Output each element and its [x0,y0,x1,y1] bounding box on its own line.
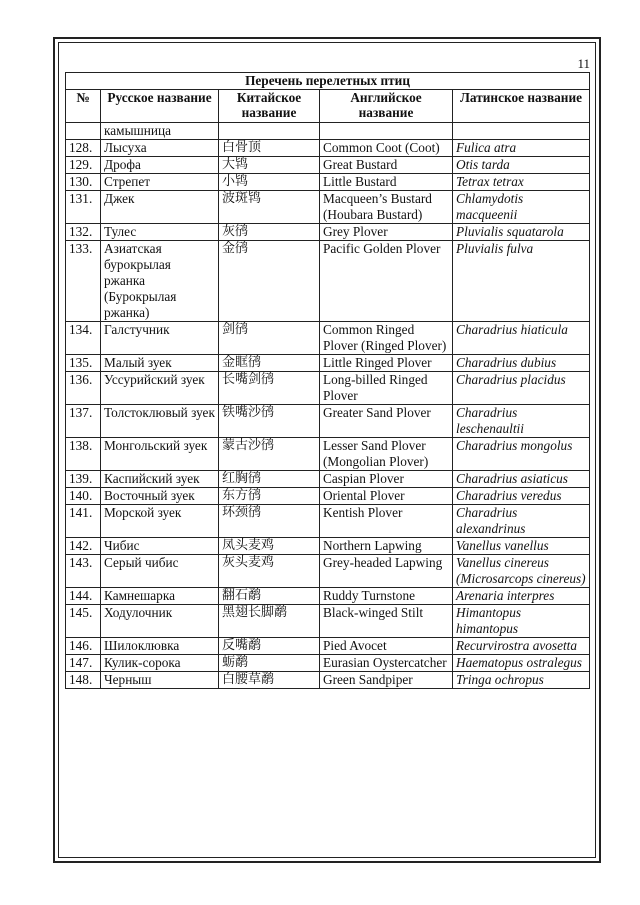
header-number: № [66,90,101,123]
cell-number: 147. [66,655,101,672]
cell-russian: Морской зуек [101,505,219,538]
page-number: 11 [577,56,590,71]
cell-english: Lesser Sand Plover (Mongolian Plover) [320,438,453,471]
cell-english: Black-winged Stilt [320,605,453,638]
cell-number: 148. [66,672,101,689]
cell-english: Green Sandpiper [320,672,453,689]
cell-russian: Толстоклювый зуек [101,405,219,438]
table-row [66,488,590,505]
cell-number: 133. [66,241,101,322]
cell-latin: Otis tarda [453,157,590,174]
cell-russian: Стрепет [101,174,219,191]
table-row [66,372,590,405]
cell-latin: Charadrius placidus [453,372,590,405]
cell-chinese: 铁嘴沙鸻 [219,405,320,438]
cell-english: Ruddy Turnstone [320,588,453,605]
cell-latin: Charadrius mongolus [453,438,590,471]
cell-number: 129. [66,157,101,174]
cell-number: 137. [66,405,101,438]
cell-latin: Chlamydotis macqueenii [453,191,590,224]
cell-number: 134. [66,322,101,355]
cell-latin: Himantopus himantopus [453,605,590,638]
cell-chinese: 黑翅长脚鹬 [219,605,320,638]
cell-chinese: 蒙古沙鸻 [219,438,320,471]
table-row [66,241,590,322]
cell-latin: Pluvialis squatarola [453,224,590,241]
cell-number: 143. [66,555,101,588]
header-english-name: Английское название [320,90,453,123]
cell-chinese: 灰头麦鸡 [219,555,320,588]
cell-latin: Tetrax tetrax [453,174,590,191]
cell-number: 144. [66,588,101,605]
cell-number: 128. [66,140,101,157]
cell-latin: Charadrius hiaticula [453,322,590,355]
cell-number: 141. [66,505,101,538]
cell-english: Grey-headed Lapwing [320,555,453,588]
cell-latin: Charadrius veredus [453,488,590,505]
cell-number: 145. [66,605,101,638]
continuation-row [66,123,590,140]
table-row [66,471,590,488]
cell-chinese: 蛎鹬 [219,655,320,672]
cell-chinese: 灰鸻 [219,224,320,241]
cell-english: Northern Lapwing [320,538,453,555]
cell-russian: Джек [101,191,219,224]
cell-number: 146. [66,638,101,655]
cell-latin: Vanellus vanellus [453,538,590,555]
table-row [66,605,590,638]
cell-russian: Камнешарка [101,588,219,605]
cell-russian: Галстучник [101,322,219,355]
table-title: Перечень перелетных птиц [66,73,590,90]
cell-chinese: 环颈鸻 [219,505,320,538]
cell-english: Oriental Plover [320,488,453,505]
cell-english: Common Ringed Plover (Ringed Plover) [320,322,453,355]
cell-chinese: 凤头麦鸡 [219,538,320,555]
cell-english: Great Bustard [320,157,453,174]
cell-latin: Charadrius dubius [453,355,590,372]
cell-chinese [219,123,320,140]
table-row [66,672,590,689]
cell-chinese: 小鸨 [219,174,320,191]
cell-chinese: 长嘴剑鸻 [219,372,320,405]
cell-latin: Recurvirostra avosetta [453,638,590,655]
cell-english [320,123,453,140]
cell-chinese: 红胸鸻 [219,471,320,488]
cell-number: 138. [66,438,101,471]
migratory-birds-table [65,72,590,689]
cell-latin: Arenaria interpres [453,588,590,605]
cell-number: 135. [66,355,101,372]
table-row [66,505,590,538]
cell-russian: Малый зуек [101,355,219,372]
cell-chinese: 反嘴鹬 [219,638,320,655]
cell-english: Greater Sand Plover [320,405,453,438]
cell-russian: Монгольский зуек [101,438,219,471]
cell-latin: Charadrius alexandrinus [453,505,590,538]
cell-russian: камышница [101,123,219,140]
cell-english: Little Ringed Plover [320,355,453,372]
cell-chinese: 大鸨 [219,157,320,174]
table-row [66,157,590,174]
cell-russian: Черныш [101,672,219,689]
cell-russian: Уссурийский зуек [101,372,219,405]
cell-number: 139. [66,471,101,488]
cell-latin: Vanellus cinereus (Microsarcops cinereus) [453,555,590,588]
cell-number: 142. [66,538,101,555]
header-latin-name: Латинское название [453,90,590,123]
cell-number: 132. [66,224,101,241]
cell-russian: Восточный зуек [101,488,219,505]
cell-russian: Тулес [101,224,219,241]
cell-english: Common Coot (Coot) [320,140,453,157]
cell-russian: Дрофа [101,157,219,174]
cell-russian: Серый чибис [101,555,219,588]
cell-number: 130. [66,174,101,191]
cell-number: 131. [66,191,101,224]
table-row [66,405,590,438]
cell-english: Grey Plover [320,224,453,241]
cell-chinese: 白骨顶 [219,140,320,157]
table-row [66,322,590,355]
table-row [66,191,590,224]
table-row [66,588,590,605]
table-row [66,140,590,157]
cell-chinese: 波斑鸨 [219,191,320,224]
cell-latin: Charadrius leschenaultii [453,405,590,438]
header-russian-name: Русское название [101,90,219,123]
cell-english: Eurasian Oystercatcher [320,655,453,672]
cell-latin: Fulica atra [453,140,590,157]
cell-number: 136. [66,372,101,405]
table-row [66,224,590,241]
cell-chinese: 剑鸻 [219,322,320,355]
cell-chinese: 东方鸻 [219,488,320,505]
cell-english: Caspian Plover [320,471,453,488]
cell-english: Long-billed Ringed Plover [320,372,453,405]
header-chinese-name: Китайское название [219,90,320,123]
cell-latin: Tringa ochropus [453,672,590,689]
cell-number [66,123,101,140]
cell-russian: Каспийский зуек [101,471,219,488]
cell-english: Pacific Golden Plover [320,241,453,322]
cell-russian: Кулик-сорока [101,655,219,672]
cell-english: Macqueen’s Bustard (Houbara Bustard) [320,191,453,224]
cell-chinese: 翻石鹬 [219,588,320,605]
table-row [66,555,590,588]
cell-latin [453,123,590,140]
cell-number: 140. [66,488,101,505]
table-row [66,174,590,191]
cell-russian: Чибис [101,538,219,555]
cell-chinese: 金鸻 [219,241,320,322]
cell-latin: Haematopus ostralegus [453,655,590,672]
table-body [66,123,590,689]
cell-chinese: 白腰草鹬 [219,672,320,689]
table-row [66,355,590,372]
cell-english: Little Bustard [320,174,453,191]
table-row [66,438,590,471]
cell-english: Pied Avocet [320,638,453,655]
cell-chinese: 金眶鸻 [219,355,320,372]
cell-latin: Charadrius asiaticus [453,471,590,488]
cell-latin: Pluvialis fulva [453,241,590,322]
cell-russian: Шилоклювка [101,638,219,655]
cell-english: Kentish Plover [320,505,453,538]
table-row [66,655,590,672]
cell-russian: Ходулочник [101,605,219,638]
cell-russian: Азиатская бурокрылая ржанка (Бурокрылая ржанка) [101,241,219,322]
table-row [66,538,590,555]
table-row [66,638,590,655]
cell-russian: Лысуха [101,140,219,157]
